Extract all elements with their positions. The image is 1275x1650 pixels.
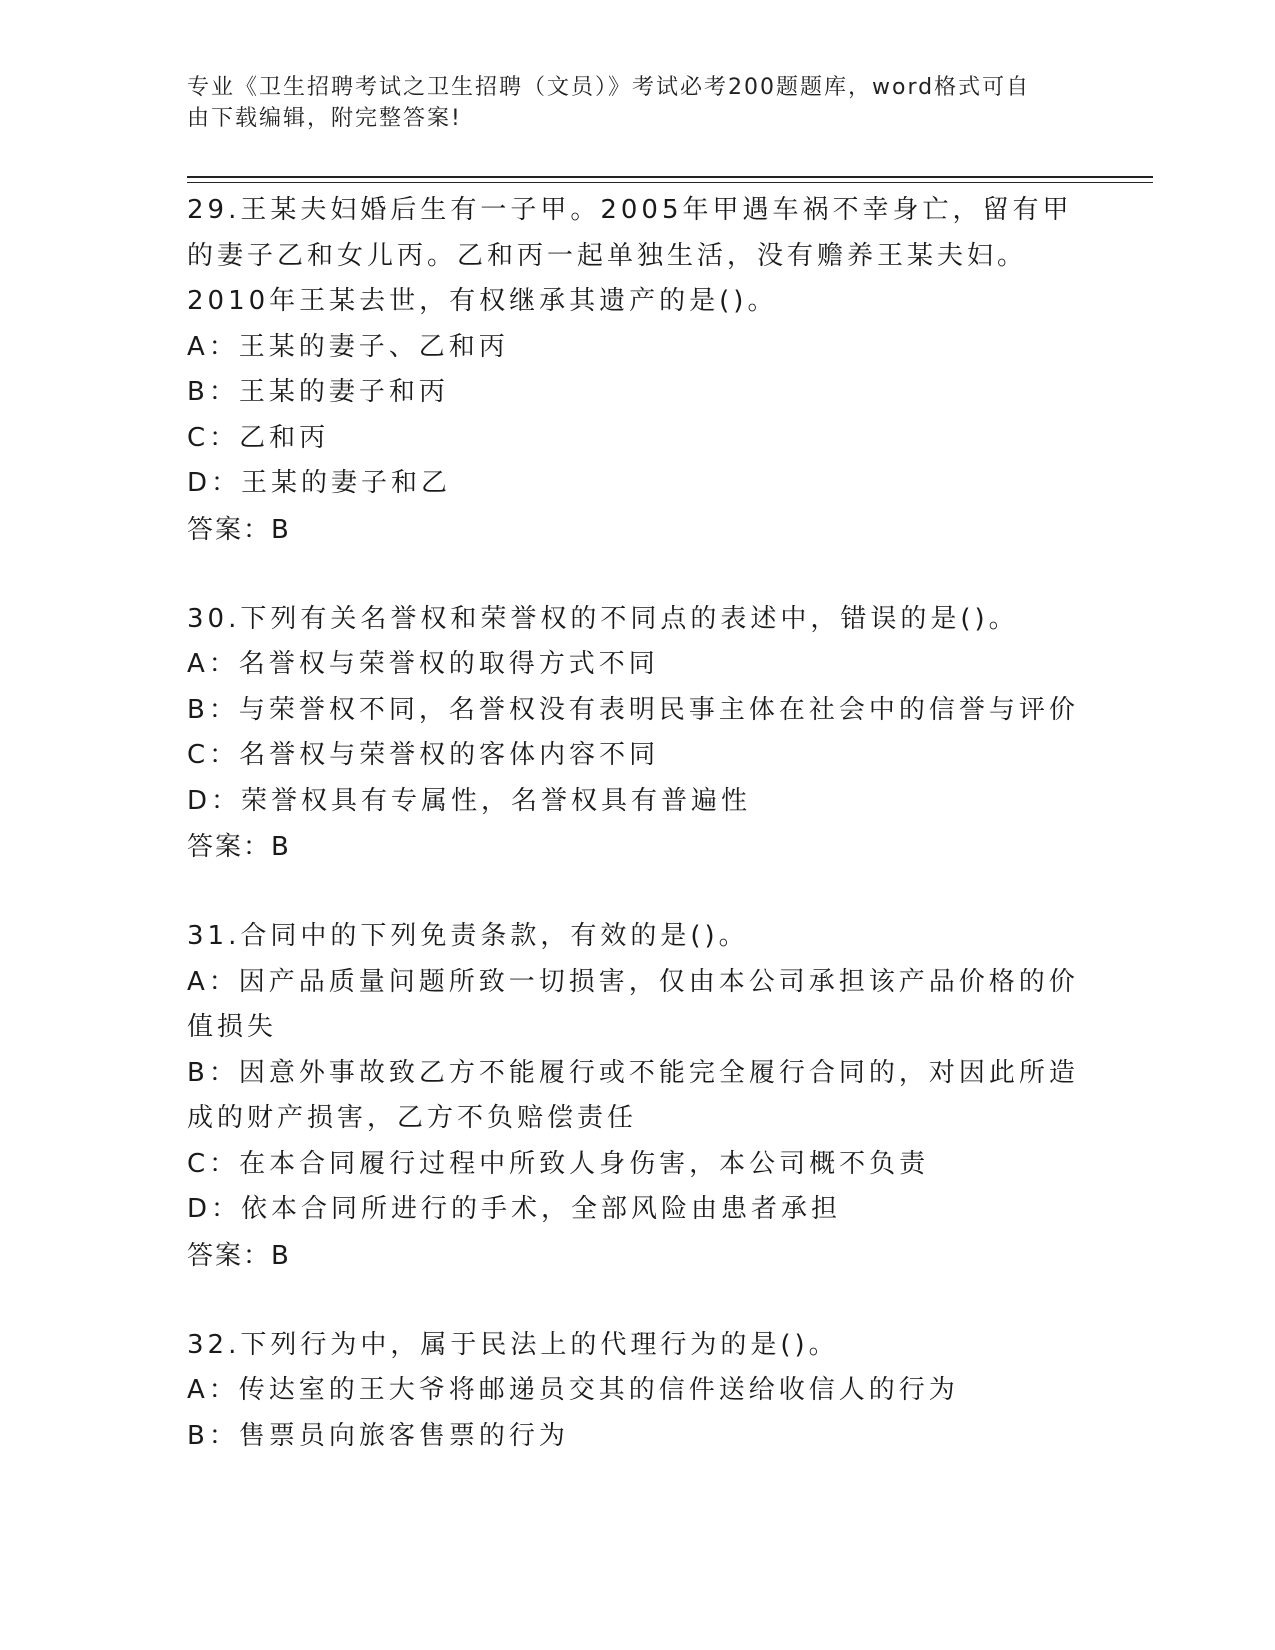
option-d: D：荣誉权具有专属性，名誉权具有普遍性 <box>187 785 752 816</box>
option-a: A：王某的妻子、乙和丙 <box>187 331 509 362</box>
question-31 <box>187 914 1087 1279</box>
option-a: A：因产品质量问题所致一切损害，仅由本公司承担该产品价格的价值损失 <box>187 966 1079 1042</box>
spacer <box>187 553 1087 597</box>
option-b: B：售票员向旅客售票的行为 <box>187 1420 569 1451</box>
question-list <box>187 188 1087 1459</box>
question-stem: 29.王某夫妇婚后生有一子甲。2005年甲遇车祸不幸身亡，留有甲的妻子乙和女儿丙。乙和丙一起单独生活，没有赡养王某夫妇。2010年王某去世，有权继承其遗产的是()。 <box>187 195 1073 316</box>
option-a: A：传达室的王大爷将邮递员交其的信件送给收信人的行为 <box>187 1375 959 1405</box>
option-c: C：在本合同履行过程中所致人身伤害，本公司概不负责 <box>187 1148 930 1179</box>
spacer <box>187 1279 1087 1323</box>
question-stem: 30.下列有关名誉权和荣誉权的不同点的表述中，错误的是()。 <box>187 603 1019 634</box>
option-c: C：乙和丙 <box>187 422 330 453</box>
header-divider-thin <box>187 182 1153 183</box>
answer-line: 答案：B <box>187 1240 291 1271</box>
header-line-1: 专业《卫生招聘考试之卫生招聘（文员）》考试必考200题题库，word格式可自 <box>187 75 1031 100</box>
option-b: B：与荣誉权不同，名誉权没有表明民事主体在社会中的信誉与评价 <box>187 694 1079 725</box>
spacer <box>187 870 1087 914</box>
question-29 <box>187 188 1087 553</box>
question-stem: 31.合同中的下列免责条款，有效的是()。 <box>187 921 749 951</box>
header-divider-thick <box>187 176 1153 178</box>
question-30 <box>187 597 1087 871</box>
question-stem: 32.下列行为中，属于民法上的代理行为的是()。 <box>187 1329 839 1360</box>
question-32 <box>187 1323 1087 1460</box>
option-b: B：王某的妻子和丙 <box>187 377 449 407</box>
answer-line: 答案：B <box>187 832 291 862</box>
option-d: D：王某的妻子和乙 <box>187 468 452 498</box>
option-b: B：因意外事故致乙方不能履行或不能完全履行合同的，对因此所造成的财产损害，乙方不负赔偿责任 <box>187 1057 1079 1133</box>
option-d: D：依本合同所进行的手术，全部风险由患者承担 <box>187 1194 842 1224</box>
option-a: A：名誉权与荣誉权的取得方式不同 <box>187 649 659 679</box>
option-c: C：名誉权与荣誉权的客体内容不同 <box>187 740 660 770</box>
header-line-2: 由下载编辑，附完整答案! <box>187 106 462 131</box>
document-header <box>187 72 1067 134</box>
answer-line: 答案：B <box>187 514 291 545</box>
